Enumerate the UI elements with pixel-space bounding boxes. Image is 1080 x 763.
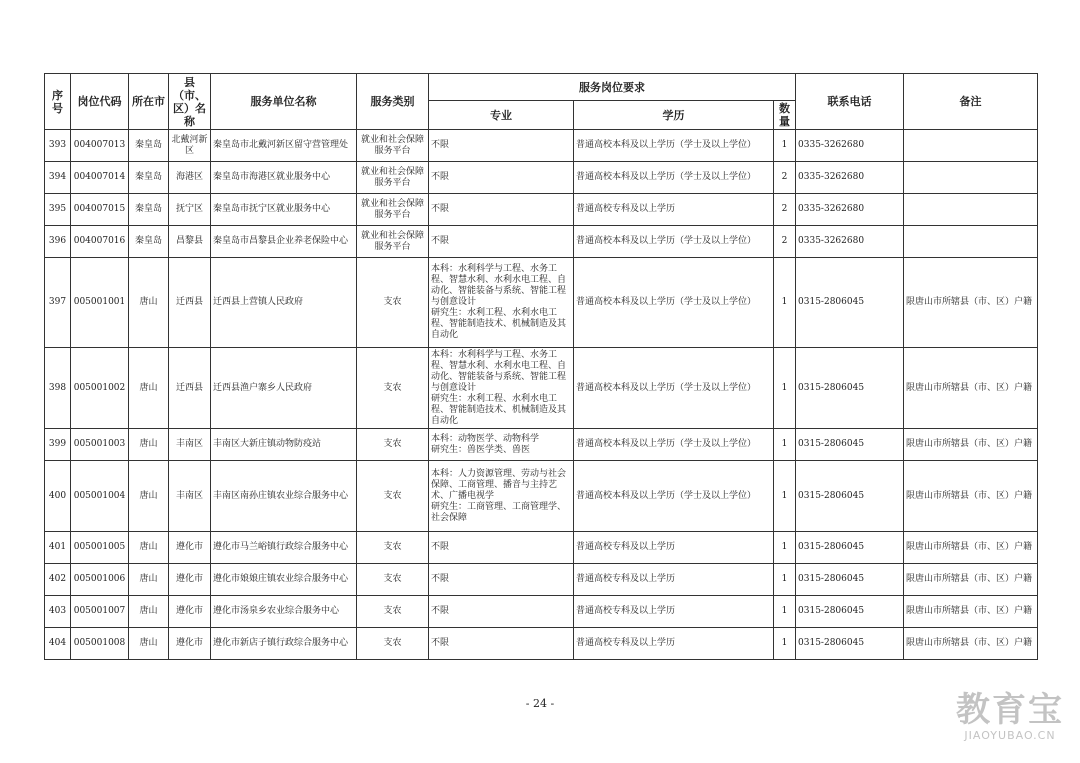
cell-county: 丰南区	[169, 429, 211, 461]
cell-code: 005001004	[71, 461, 129, 532]
cell-code: 005001001	[71, 258, 129, 348]
cell-education: 普通高校专科及以上学历	[574, 532, 774, 564]
cell-county: 遵化市	[169, 532, 211, 564]
cell-major: 不限	[429, 162, 574, 194]
cell-unit: 秦皇岛市昌黎县企业养老保险中心	[211, 226, 357, 258]
cell-code: 005001003	[71, 429, 129, 461]
cell-education: 普通高校专科及以上学历	[574, 564, 774, 596]
cell-city: 秦皇岛	[129, 226, 169, 258]
cell-seq: 393	[45, 130, 71, 162]
table-row	[45, 162, 1038, 194]
cell-note	[904, 162, 1038, 194]
cell-major: 不限	[429, 130, 574, 162]
header-city: 所在市	[129, 74, 169, 130]
cell-code: 005001006	[71, 564, 129, 596]
cell-city: 唐山	[129, 348, 169, 429]
cell-phone: 0315-2806045	[796, 532, 904, 564]
cell-unit: 遵化市马兰峪镇行政综合服务中心	[211, 532, 357, 564]
cell-note: 限唐山市所辖县（市、区）户籍	[904, 596, 1038, 628]
table-row	[45, 258, 1038, 348]
cell-major: 不限	[429, 194, 574, 226]
table-row	[45, 461, 1038, 532]
header-seq: 序号	[45, 74, 71, 130]
cell-code: 005001007	[71, 596, 129, 628]
cell-code: 004007014	[71, 162, 129, 194]
cell-seq: 399	[45, 429, 71, 461]
header-code: 岗位代码	[71, 74, 129, 130]
cell-code: 004007013	[71, 130, 129, 162]
cell-phone: 0315-2806045	[796, 429, 904, 461]
cell-seq: 398	[45, 348, 71, 429]
cell-city: 唐山	[129, 532, 169, 564]
cell-phone: 0315-2806045	[796, 258, 904, 348]
cell-city: 秦皇岛	[129, 194, 169, 226]
cell-seq: 402	[45, 564, 71, 596]
cell-major: 本科：水利科学与工程、水务工程、智慧水利、水利水电工程、自动化、智能装备与系统、智能工程与创意设计 研究生：水利工程、水利水电工程、智能制造技术、机械制造及其自动化	[429, 348, 574, 429]
cell-city: 秦皇岛	[129, 130, 169, 162]
cell-unit: 丰南区南孙庄镇农业综合服务中心	[211, 461, 357, 532]
cell-city: 唐山	[129, 429, 169, 461]
cell-county: 海港区	[169, 162, 211, 194]
cell-major: 不限	[429, 532, 574, 564]
cell-phone: 0335-3262680	[796, 194, 904, 226]
cell-seq: 394	[45, 162, 71, 194]
cell-code: 004007015	[71, 194, 129, 226]
cell-unit: 迁西县上营镇人民政府	[211, 258, 357, 348]
cell-note: 限唐山市所辖县（市、区）户籍	[904, 348, 1038, 429]
watermark-logo	[956, 690, 1064, 742]
table-row	[45, 226, 1038, 258]
job-positions-table	[44, 73, 1038, 660]
cell-note: 限唐山市所辖县（市、区）户籍	[904, 429, 1038, 461]
header-education: 学历	[574, 101, 774, 130]
cell-unit: 遵化市新店子镇行政综合服务中心	[211, 628, 357, 660]
table-row	[45, 596, 1038, 628]
cell-education: 普通高校专科及以上学历	[574, 596, 774, 628]
cell-code: 005001008	[71, 628, 129, 660]
cell-count: 1	[774, 130, 796, 162]
cell-seq: 395	[45, 194, 71, 226]
cell-education: 普通高校本科及以上学历（学士及以上学位）	[574, 429, 774, 461]
cell-code: 005001005	[71, 532, 129, 564]
cell-count: 1	[774, 258, 796, 348]
cell-city: 唐山	[129, 258, 169, 348]
cell-seq: 396	[45, 226, 71, 258]
table-row	[45, 130, 1038, 162]
cell-county: 昌黎县	[169, 226, 211, 258]
cell-unit: 秦皇岛市海港区就业服务中心	[211, 162, 357, 194]
cell-major: 本科：水利科学与工程、水务工程、智慧水利、水利水电工程、自动化、智能装备与系统、智能工程与创意设计 研究生：水利工程、水利水电工程、智能制造技术、机械制造及其自动化	[429, 258, 574, 348]
cell-city: 秦皇岛	[129, 162, 169, 194]
cell-code: 004007016	[71, 226, 129, 258]
cell-phone: 0335-3262680	[796, 226, 904, 258]
cell-note: 限唐山市所辖县（市、区）户籍	[904, 628, 1038, 660]
cell-note: 限唐山市所辖县（市、区）户籍	[904, 461, 1038, 532]
cell-phone: 0315-2806045	[796, 564, 904, 596]
cell-unit: 迁西县渔户寨乡人民政府	[211, 348, 357, 429]
table-row	[45, 194, 1038, 226]
cell-education: 普通高校专科及以上学历	[574, 194, 774, 226]
cell-category: 支农	[357, 348, 429, 429]
cell-category: 支农	[357, 532, 429, 564]
cell-unit: 秦皇岛市北戴河新区留守营管理处	[211, 130, 357, 162]
cell-category: 支农	[357, 429, 429, 461]
cell-unit: 秦皇岛市抚宁区就业服务中心	[211, 194, 357, 226]
cell-seq: 404	[45, 628, 71, 660]
cell-category: 就业和社会保障服务平台	[357, 226, 429, 258]
cell-county: 丰南区	[169, 461, 211, 532]
cell-major: 不限	[429, 596, 574, 628]
table-row	[45, 429, 1038, 461]
cell-education: 普通高校本科及以上学历（学士及以上学位）	[574, 348, 774, 429]
cell-phone: 0335-3262680	[796, 162, 904, 194]
cell-major: 不限	[429, 628, 574, 660]
header-county: 县（市、区）名称	[169, 74, 211, 130]
cell-city: 唐山	[129, 596, 169, 628]
cell-category: 支农	[357, 564, 429, 596]
cell-note: 限唐山市所辖县（市、区）户籍	[904, 564, 1038, 596]
cell-note	[904, 226, 1038, 258]
header-phone: 联系电话	[796, 74, 904, 130]
cell-phone: 0315-2806045	[796, 348, 904, 429]
cell-phone: 0335-3262680	[796, 130, 904, 162]
header-unit: 服务单位名称	[211, 74, 357, 130]
cell-seq: 400	[45, 461, 71, 532]
cell-category: 就业和社会保障服务平台	[357, 130, 429, 162]
cell-seq: 403	[45, 596, 71, 628]
cell-count: 1	[774, 429, 796, 461]
cell-phone: 0315-2806045	[796, 628, 904, 660]
cell-seq: 397	[45, 258, 71, 348]
cell-education: 普通高校本科及以上学历（学士及以上学位）	[574, 258, 774, 348]
header-major: 专业	[429, 101, 574, 130]
watermark-sub-text: JIAOYUBAO.CN	[964, 729, 1056, 742]
header-category: 服务类别	[357, 74, 429, 130]
cell-note: 限唐山市所辖县（市、区）户籍	[904, 258, 1038, 348]
cell-unit: 遵化市汤泉乡农业综合服务中心	[211, 596, 357, 628]
cell-category: 支农	[357, 258, 429, 348]
cell-seq: 401	[45, 532, 71, 564]
cell-category: 就业和社会保障服务平台	[357, 162, 429, 194]
table-row	[45, 564, 1038, 596]
cell-count: 1	[774, 564, 796, 596]
cell-major: 不限	[429, 564, 574, 596]
cell-county: 迁西县	[169, 258, 211, 348]
cell-unit: 遵化市娘娘庄镇农业综合服务中心	[211, 564, 357, 596]
cell-education: 普通高校本科及以上学历（学士及以上学位）	[574, 162, 774, 194]
cell-phone: 0315-2806045	[796, 461, 904, 532]
cell-city: 唐山	[129, 461, 169, 532]
cell-note	[904, 194, 1038, 226]
header-note: 备注	[904, 74, 1038, 130]
cell-major: 不限	[429, 226, 574, 258]
cell-count: 1	[774, 596, 796, 628]
cell-education: 普通高校本科及以上学历（学士及以上学位）	[574, 130, 774, 162]
cell-code: 005001002	[71, 348, 129, 429]
cell-note	[904, 130, 1038, 162]
cell-county: 遵化市	[169, 564, 211, 596]
cell-county: 北戴河新区	[169, 130, 211, 162]
cell-category: 支农	[357, 628, 429, 660]
cell-category: 支农	[357, 596, 429, 628]
cell-category: 支农	[357, 461, 429, 532]
cell-category: 就业和社会保障服务平台	[357, 194, 429, 226]
header-count: 数量	[774, 101, 796, 130]
cell-county: 抚宁区	[169, 194, 211, 226]
cell-city: 唐山	[129, 628, 169, 660]
table-row	[45, 348, 1038, 429]
cell-county: 遵化市	[169, 596, 211, 628]
watermark-main-text: 教育宝	[956, 690, 1064, 730]
cell-county: 迁西县	[169, 348, 211, 429]
table-row	[45, 532, 1038, 564]
cell-education: 普通高校本科及以上学历（学士及以上学位）	[574, 461, 774, 532]
cell-city: 唐山	[129, 564, 169, 596]
cell-education: 普通高校专科及以上学历	[574, 628, 774, 660]
header-requirements: 服务岗位要求	[429, 74, 796, 101]
cell-count: 1	[774, 348, 796, 429]
cell-count: 2	[774, 226, 796, 258]
cell-unit: 丰南区大新庄镇动物防疫站	[211, 429, 357, 461]
cell-count: 1	[774, 532, 796, 564]
cell-note: 限唐山市所辖县（市、区）户籍	[904, 532, 1038, 564]
cell-major: 本科：人力资源管理、劳动与社会保障、工商管理、播音与主持艺术、广播电视学 研究生：工商管理、工商管理学、社会保障	[429, 461, 574, 532]
cell-major: 本科：动物医学、动物科学 研究生：兽医学类、兽医	[429, 429, 574, 461]
table-row	[45, 628, 1038, 660]
cell-count: 1	[774, 628, 796, 660]
cell-count: 1	[774, 461, 796, 532]
cell-education: 普通高校本科及以上学历（学士及以上学位）	[574, 226, 774, 258]
cell-count: 2	[774, 194, 796, 226]
cell-phone: 0315-2806045	[796, 596, 904, 628]
cell-count: 2	[774, 162, 796, 194]
page-number: - 24 -	[525, 697, 555, 710]
cell-county: 遵化市	[169, 628, 211, 660]
table-body	[45, 130, 1038, 660]
